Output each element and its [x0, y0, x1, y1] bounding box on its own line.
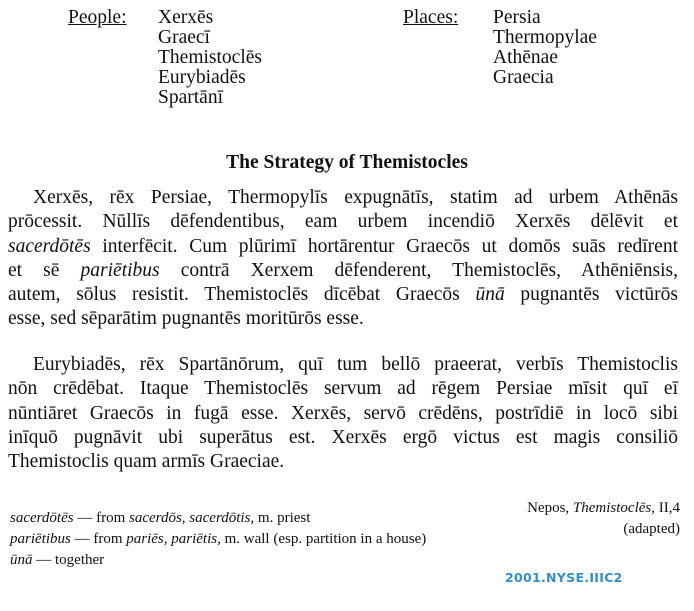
passage-line: autem, sōlus resistit. Themistoclēs dīcēbat Graecōs ūnā pugnantēs victūrōs: [8, 284, 678, 306]
passage-paragraph-2: [8, 353, 678, 474]
passage-line: et sē pariētibus contrā Xerxem dēfenderent, Themistoclēs, Athēniēnsis,: [8, 259, 678, 281]
places-label: Places:: [403, 7, 459, 28]
people-label: People:: [68, 7, 127, 28]
name-lists: [0, 6, 694, 136]
passage-line: Themistoclis quam armīs Graeciae.: [8, 451, 285, 473]
vocab-note: sacerdōtēs — from sacerdōs, sacerdōtis, m. priest: [10, 510, 311, 526]
people-list: [158, 8, 262, 108]
people-item: Spartānī: [158, 87, 223, 108]
places-item: Persia: [493, 7, 541, 28]
places-item: Graecia: [493, 67, 554, 88]
exam-code: 2001.NYSE.IIIC2: [505, 570, 623, 585]
places-list: [493, 8, 597, 88]
places-item: Athēnae: [493, 47, 558, 68]
people-item: Graecī: [158, 27, 210, 48]
passage-line: esse, sed sēparātim pugnantēs moritūrōs esse.: [8, 308, 364, 330]
people-item: Xerxēs: [158, 7, 214, 28]
passage-line: sacerdōtēs interfēcit. Cum plūrimī hortārentur Graecōs ut domōs suās redīrent: [8, 235, 678, 257]
vocabulary-notes: [10, 508, 426, 571]
vocab-note: ūnā — together: [10, 552, 105, 568]
places-item: Thermopylae: [493, 27, 597, 48]
passage-title: The Strategy of Themistocles: [226, 152, 468, 173]
passage-line: inīquō pugnāvit ubi superātus est. Xerxēs ergō victus est magis consiliō: [8, 426, 678, 448]
people-item: Themistoclēs: [158, 47, 262, 68]
passage-line: nūntiāret Graecōs in fugā esse. Xerxēs, servō crēdēns, postrīdiē in locō sibi: [8, 402, 678, 424]
vocab-note: pariētibus — from pariēs, pariētis, m. wall (esp. partition in a house): [10, 531, 427, 547]
passage-line: Xerxēs, rēx Persiae, Thermopylīs expugnātīs, statim ad urbem Athēnās: [33, 187, 678, 208]
passage-line: prōcessit. Nūllīs dēfendentibus, eam urbem incendiō Xerxēs dēlēvit et: [8, 211, 678, 233]
people-item: Eurybiadēs: [158, 67, 246, 88]
passage-paragraph-1: [8, 186, 678, 332]
passage-line: Eurybiadēs, rēx Spartānōrum, quī tum bellō praeerat, verbīs Themistoclis: [33, 354, 678, 375]
passage-line: nōn crēdēbat. Itaque Themistoclēs servum ad rēgem Persiae mīsit quī eī: [8, 378, 678, 400]
source-citation: Nepos, Themistoclēs, II,4 (adapted): [527, 500, 680, 537]
